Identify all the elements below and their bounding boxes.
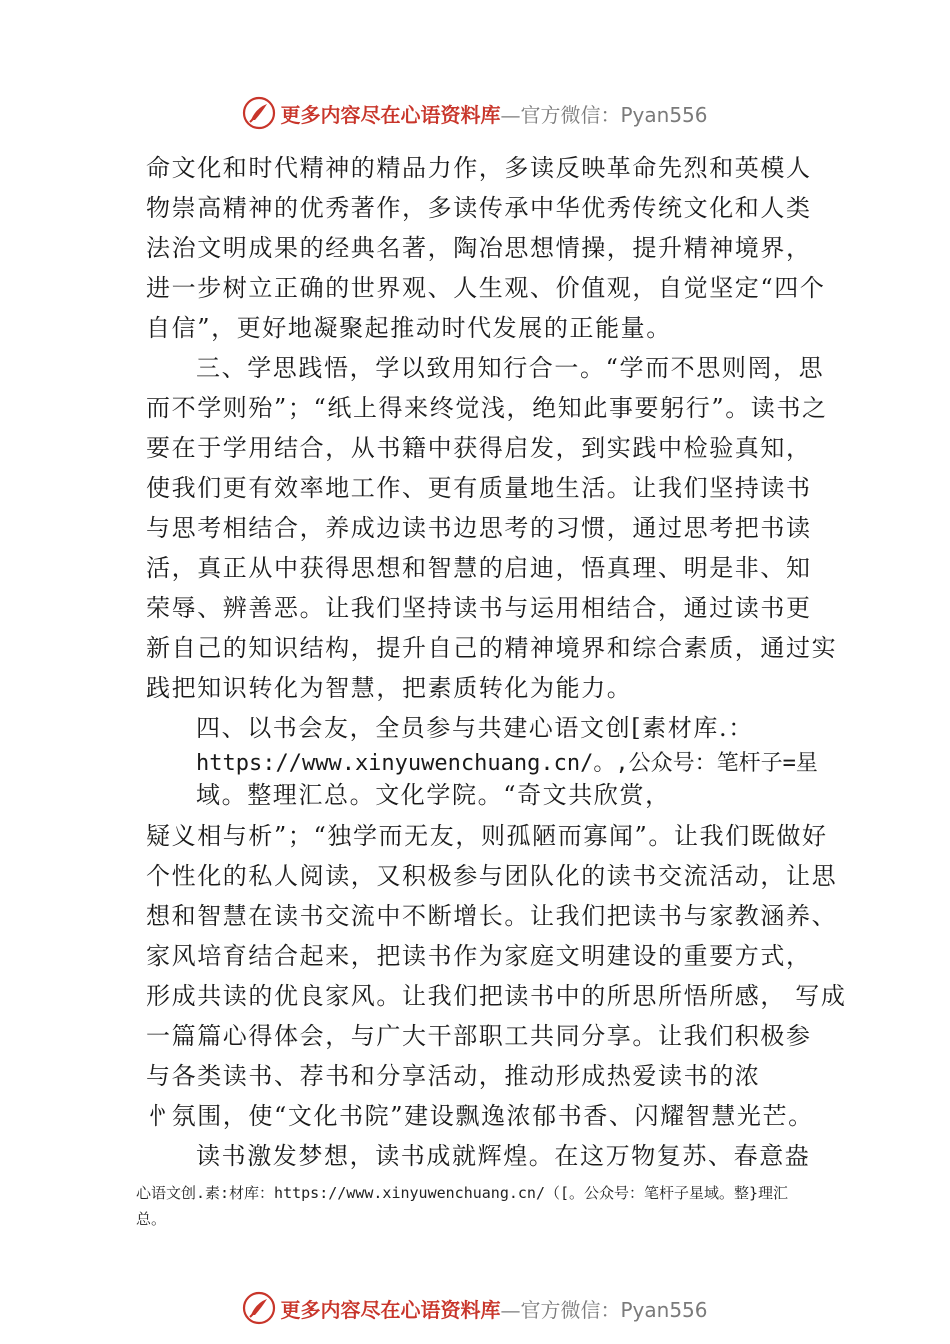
text-line: 疑义相与析”；“独学而无友，则孤陋而寡闻”。让我们既做好 [146, 822, 828, 850]
header-banner [0, 93, 950, 133]
text-line: 而不学则殆”；“纸上得来终觉浅，绝知此事要躬行”。读书之 [146, 394, 828, 422]
section-three-heading-line: 三、学思践悟，学以致用知行合一。“学而不思则罔，思 [196, 354, 825, 382]
text-line: 形成共读的优良家风。让我们把读书中的所思所悟所感， 写成 [146, 982, 847, 1010]
text-line: 家风培育结合起来，把读书作为家庭文明建设的重要方式， [146, 942, 812, 970]
banner-text [280, 99, 707, 128]
text-line: 与各类读书、荐书和分享活动，推动形成热爱读书的浓 [146, 1062, 761, 1090]
text-line: 㣺氛围，使“文化书院”建设飘逸浓郁书香、闪耀智慧光芒。 [146, 1102, 814, 1130]
banner-main: 更多内容尽在心语资料库 [280, 102, 501, 127]
banner-text [280, 1294, 707, 1323]
text-line: 自信”，更好地凝聚起推动时代发展的正能量。 [146, 314, 672, 342]
document-body [146, 148, 847, 1176]
text-line: 要在于学用结合，从书籍中获得启发，到实践中检验真知， [146, 434, 812, 462]
text-line: 命文化和时代精神的精品力作，多读反映革命先烈和英模人 [146, 154, 812, 182]
footnote [136, 1180, 836, 1232]
footer-banner [0, 1288, 950, 1328]
text-line: 个性化的私人阅读，又积极参与团队化的读书交流活动，让思 [146, 862, 838, 890]
banner-sep: —官方微信： [500, 1297, 621, 1322]
banner-id: Pyan556 [620, 1297, 708, 1322]
text-line: 法治文明成果的经典名著，陶冶思想情操，提升精神境界， [146, 234, 812, 262]
text-line: 荣辱、辨善恶。让我们坚持读书与运用相结合，通过读书更 [146, 594, 812, 622]
section-four-heading-line: 四、以书会友，全员参与共建心语文创[素材库.： [196, 714, 754, 742]
text-line: 进一步树立正确的世界观、人生观、价值观，自觉坚定“四个 [146, 274, 826, 302]
brush-logo-icon [242, 1291, 276, 1325]
text-line: 想和智慧在读书交流中不断增长。让我们把读书与家教涵养、 [146, 902, 838, 930]
text-line: 读书激发梦想，读书成就辉煌。在这万物复苏、春意盎 [196, 1142, 811, 1170]
text-line: 践把知识转化为智慧，把素质转化为能力。 [146, 674, 633, 702]
source-url-line: https://www.xinyuwenchuang.cn/。,公众号：笔杆子=星 [196, 751, 818, 776]
brush-logo-icon [242, 96, 276, 130]
footnote-line: 心语文创.素:材库：https://www.xinyuwenchuang.cn/（[。公众号：笔杆子星域。整}理汇 [136, 1184, 789, 1202]
text-line: 与思考相结合，养成边读书边思考的习惯，通过思考把书读 [146, 514, 812, 542]
text-line: 新自己的知识结构，提升自己的精神境界和综合素质，通过实 [146, 634, 838, 662]
banner-sep: —官方微信： [500, 102, 621, 127]
text-line: 物崇高精神的优秀著作，多读传承中华优秀传统文化和人类 [146, 194, 812, 222]
text-line: 一篇篇心得体会，与广大干部职工共同分享。让我们积极参 [146, 1022, 812, 1050]
text-line: 活，真正从中获得思想和智慧的启迪，悟真理、明是非、知 [146, 554, 812, 582]
footnote-line: 总。 [136, 1210, 167, 1228]
banner-id: Pyan556 [620, 102, 708, 127]
text-line: 使我们更有效率地工作、更有质量地生活。让我们坚持读书 [146, 474, 812, 502]
banner-main: 更多内容尽在心语资料库 [280, 1297, 501, 1322]
text-line: 域。整理汇总。文化学院。“奇文共欣赏， [196, 781, 671, 809]
